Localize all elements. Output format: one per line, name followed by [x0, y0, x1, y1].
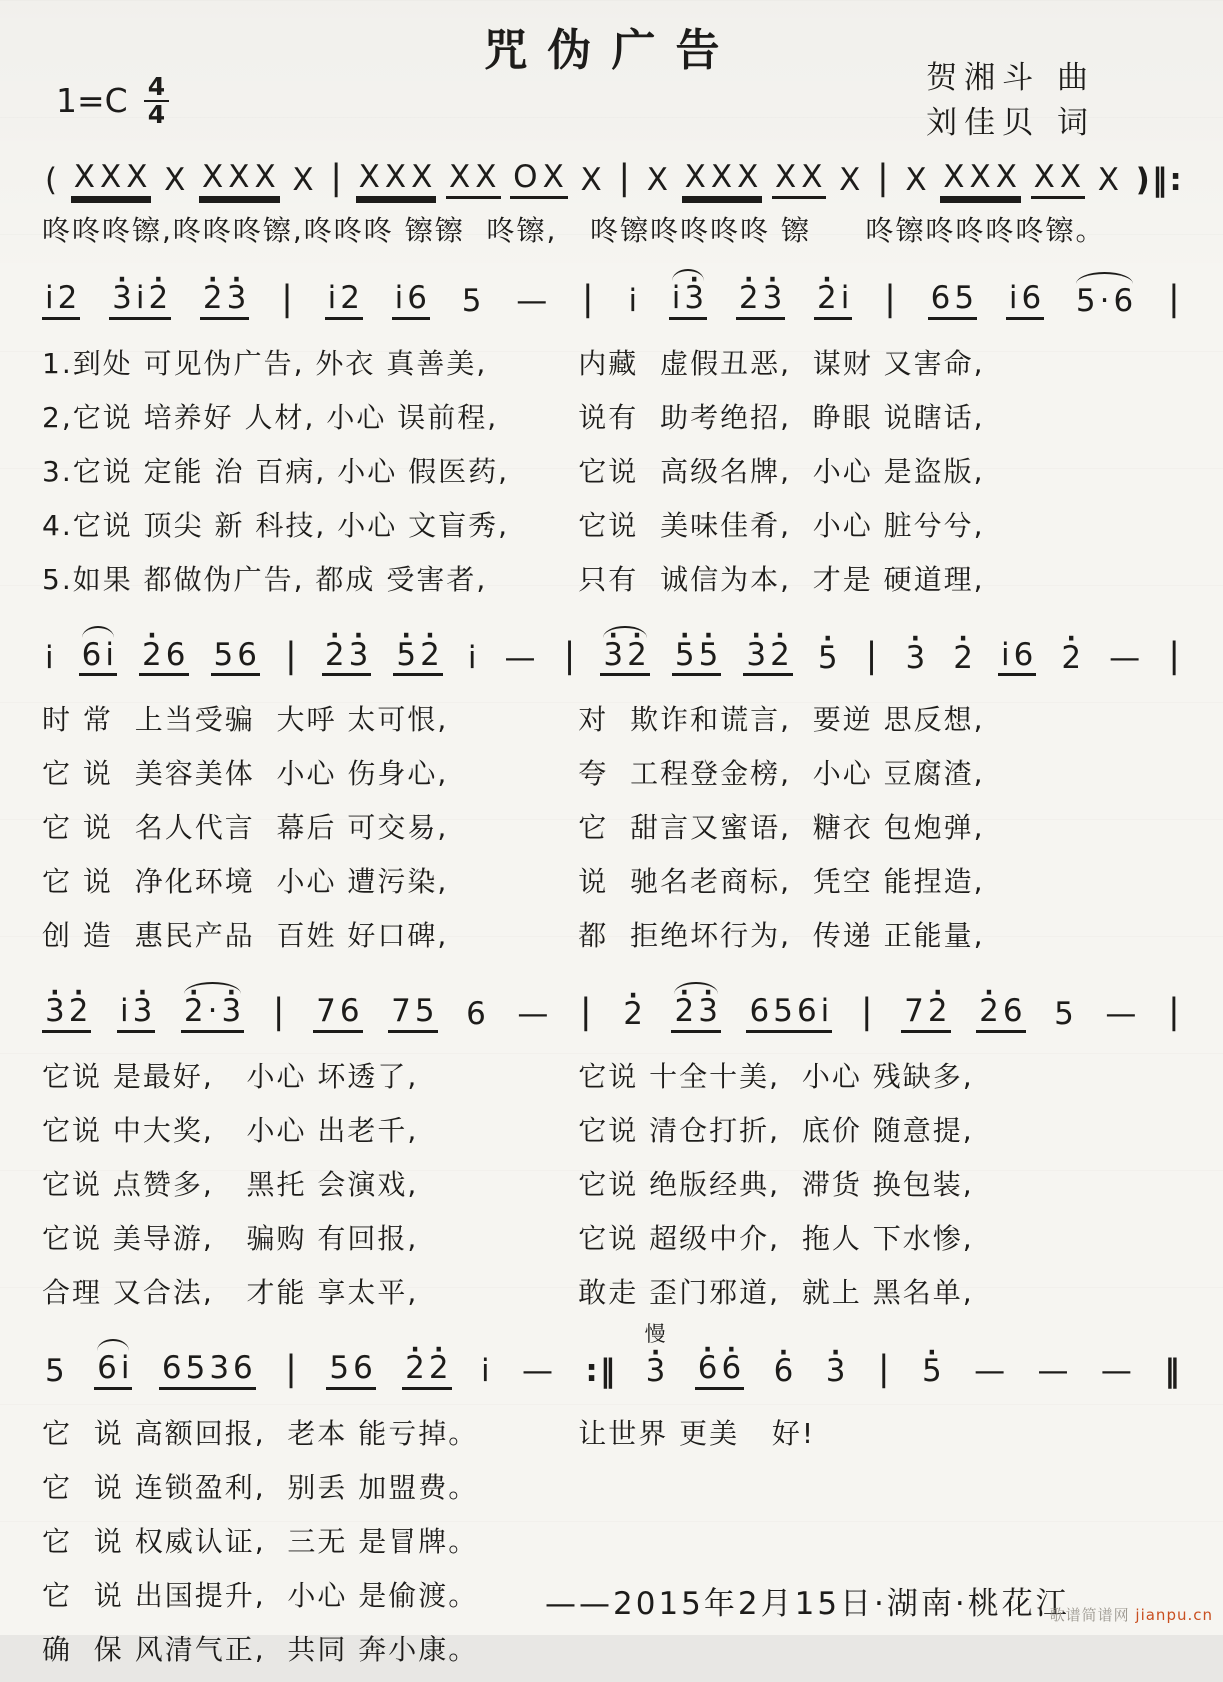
lyric-right: 夸 工程登金榜, 小心 豆腐渣, [578, 757, 985, 791]
note-group: X X X [940, 161, 1021, 199]
note-group: X X [1031, 161, 1086, 199]
lyric-right: 它说 美味佳肴, 小心 脏兮兮, [578, 508, 985, 542]
lyric-row [42, 1217, 1183, 1257]
note-group: O X [510, 161, 568, 199]
lyric-left: 它 说 名人代言 幕后 可交易, [42, 811, 449, 845]
note-group: — [1100, 1353, 1132, 1390]
note-group: i 6 [1006, 282, 1044, 320]
note-group: 3 · [823, 1355, 849, 1390]
note-group: 5 · 6 [1073, 285, 1136, 320]
lyric-row [42, 806, 1183, 846]
lyric-right: 只有 诚信为本, 才是 硬道理, [578, 562, 985, 596]
note-group: 5 [45, 1353, 65, 1390]
barline: | [1167, 992, 1180, 1033]
song-title: 咒伪广告 [483, 25, 740, 76]
lyric-left: 它说 点赞多, 黑托 会演戏, [42, 1168, 419, 1201]
barline: | [281, 278, 293, 319]
key-signature [56, 74, 169, 127]
lyric-left: 它 说 出国提升, 小心 是偷渡。 [42, 1578, 479, 1612]
note-group: 3 · 2 · [600, 639, 649, 677]
note-group: 2 · 3 · [322, 639, 371, 677]
note-group: — [522, 1353, 554, 1390]
note-group: — [517, 996, 549, 1033]
barline: | [865, 635, 878, 676]
repeat-barline: ‖ [1164, 1353, 1180, 1390]
note-group: 2 · 3 · [671, 995, 720, 1033]
barline: | [876, 158, 890, 198]
note-group: X X X [71, 161, 152, 199]
lyric-left: 它 说 权威认证, 三无 是冒牌。 [42, 1524, 479, 1558]
lyric-right: 它 甜言又蜜语, 糖衣 包炮弹, [578, 811, 985, 845]
note-group: ( [45, 162, 59, 199]
barline: | [1168, 635, 1180, 676]
lyric-left: 2,它说 培养好 人材, 小心 误前程, [42, 400, 499, 434]
lyric-left: 时 常 上当受骗 大呼 太可恨, [42, 703, 449, 737]
note-group: i 3 · [669, 282, 707, 320]
note-group: i [628, 282, 638, 319]
note-group: 6 · 6 · [695, 1352, 744, 1390]
melody-notation-line [42, 1322, 1183, 1398]
note-group: X X X [356, 161, 437, 199]
lyric-row [42, 1412, 1183, 1452]
barline: | [1167, 278, 1180, 319]
watermark-domain: jianpu.cn [1135, 1606, 1213, 1624]
lyric-left: 创 造 惠民产品 百姓 好口碑, [42, 919, 449, 953]
note-group: 2 · 2 · [402, 1352, 451, 1390]
lyric-left: 合理 又合法, 才能 享太平, [42, 1276, 419, 1309]
lyric-row [42, 1109, 1183, 1149]
note-group: i [481, 1353, 490, 1390]
lyric-row [42, 1520, 1183, 1560]
percussion-lyrics: 咚咚咚镲,咚咚咚镲,咚咚咚 镲镲 咚镲, 咚镲咚咚咚咚 镲 咚镲咚咚咚咚镲。 [42, 213, 1106, 247]
date-place-line: ——2015年2月15日·湖南·桃花江 [545, 1586, 1070, 1622]
lyric-left: 它说 是最好, 小心 坏透了, [42, 1060, 419, 1093]
note-group: 5 [1054, 996, 1074, 1033]
note-group: X [646, 162, 669, 199]
note-group: 2 · [620, 998, 646, 1033]
composer-credit: 贺湘斗 曲 [926, 60, 1095, 96]
lyric-row [42, 698, 1183, 738]
lyricist-credit: 刘佳贝 词 [926, 104, 1095, 141]
lyric-left: 4.它说 顶尖 新 科技, 小心 文盲秀, [42, 508, 510, 542]
note-group: 2 · 3 · [200, 282, 249, 320]
lyric-left: 它 说 连锁盈利, 别丢 加盟费。 [42, 1470, 479, 1504]
lyric-row [42, 396, 1183, 436]
lyric-right: 说有 助考绝招, 睁眼 说瞎话, [578, 400, 985, 434]
lyric-left: 它 说 美容美体 小心 伤身心, [42, 757, 449, 791]
lyric-left: 它说 中大奖, 小心 出老千, [42, 1114, 419, 1147]
lyric-row [42, 1466, 1183, 1506]
repeat-barline: : ‖ [585, 1353, 614, 1390]
score-body [42, 146, 1183, 1682]
note-group: 3 · [902, 642, 928, 677]
note-group: 6 · [771, 1355, 797, 1390]
tempo-mark: 慢 [644, 1322, 666, 1347]
lyric-row [42, 342, 1183, 382]
lyric-right: 它说 绝版经典, 滞货 换包装, [578, 1168, 974, 1201]
lyric-left: 3.它说 定能 治 百病, 小心 假医药, [42, 454, 510, 488]
note-group: X [905, 162, 928, 199]
note-group: 2 · 6 [139, 639, 188, 677]
melody-notation-line [42, 968, 1183, 1041]
lyric-right: 让世界 更美 好! [578, 1416, 816, 1450]
note-group: X [580, 162, 603, 199]
note-group: 2 · [1058, 642, 1084, 677]
lyric-row [42, 1055, 1183, 1095]
lyric-right: 它说 十全十美, 小心 残缺多, [578, 1060, 974, 1093]
note-group: i [45, 639, 54, 676]
note-group: X [164, 162, 187, 199]
watermark-site: 歌谱简谱网 [1049, 1606, 1130, 1624]
key-label: 1=C [56, 81, 128, 120]
note-group: i [467, 639, 477, 676]
note-group: i 6 [392, 282, 430, 320]
lyric-right [578, 1520, 1183, 1560]
note-group: — [1037, 1353, 1069, 1390]
barline: | [285, 635, 297, 676]
note-group: X X X [682, 161, 763, 199]
lyric-right: 它说 清仓打折, 底价 随意提, [578, 1114, 974, 1147]
credits [926, 56, 1095, 146]
watermark [1050, 1604, 1213, 1625]
lyric-left: 它说 美导游, 骗购 有回报, [42, 1222, 419, 1255]
lyric-left: 确 保 风清气正, 共同 奔小康。 [42, 1632, 479, 1666]
barline: | [272, 992, 285, 1033]
note-group: 5 · 5 · [672, 639, 721, 677]
note-group: 慢 3 · [643, 1355, 669, 1390]
note-group: 5 · [919, 1355, 945, 1390]
note-group: 2 · i [814, 282, 852, 320]
note-group: i 6 [998, 639, 1036, 677]
note-group: 3 · i 2 · [109, 282, 171, 320]
lyric-row [42, 504, 1183, 544]
lyric-row [42, 1628, 1183, 1668]
note-group: i 2 [325, 282, 363, 320]
note-group: 6 5 6 i [746, 995, 832, 1033]
lyric-right [578, 1628, 1183, 1668]
note-group: — [974, 1353, 1006, 1390]
note-group: 3 · 2 · [743, 639, 792, 677]
lyric-left: 它 说 净化环境 小心 遭污染, [42, 865, 449, 899]
lyric-right: 对 欺诈和谎言, 要逆 思反想, [578, 703, 985, 737]
lyric-right [578, 1466, 1183, 1506]
lyric-row [42, 558, 1183, 598]
note-group: 5 · [815, 642, 841, 677]
note-group: 2 · [950, 642, 976, 677]
note-group: X X [446, 161, 501, 199]
note-group: 6 5 [928, 282, 977, 320]
barline: | [563, 635, 576, 676]
barline: | [860, 992, 873, 1033]
note-group: — [1109, 639, 1141, 676]
lyric-row [42, 1163, 1183, 1203]
lyric-right: 它说 高级名牌, 小心 是盗版, [578, 454, 985, 488]
note-group: X [839, 162, 862, 199]
note-group: i 3 · [117, 995, 155, 1033]
note-group: 6 5 3 6 [159, 1352, 256, 1390]
lyric-left: 1.到处 可见伪广告, 外衣 真善美, [42, 346, 488, 380]
lyric-right: 说 驰名老商标, 凭空 能捏造, [578, 865, 985, 899]
note-group: — [504, 639, 536, 676]
lyric-row [42, 1271, 1183, 1311]
note-group: 6 [466, 996, 486, 1033]
melody-notation-line [42, 612, 1183, 685]
lyric-right: 它说 超级中介, 拖人 下水惨, [578, 1222, 974, 1255]
note-group: 5 6 [326, 1352, 375, 1390]
note-group: 5 [461, 282, 482, 319]
lyric-right: 内藏 虚假丑恶, 谋财 又害命, [578, 346, 985, 380]
lyric-right: 都 拒绝坏行为, 传递 正能量, [578, 919, 985, 953]
note-group: 2 · 6 [976, 995, 1025, 1033]
melody-notation-line [42, 255, 1183, 328]
time-signature-top: 4 [144, 74, 169, 102]
note-group: 3 · 2 · [42, 995, 91, 1033]
lyric-row [42, 752, 1183, 792]
repeat-barline: ) ‖ : [1135, 162, 1180, 199]
lyric-right: 敢走 歪门邪道, 就上 黑名单, [578, 1276, 974, 1309]
note-group: — [516, 282, 548, 319]
barline: | [884, 278, 896, 319]
lyric-left: 5.如果 都做伪广告, 都成 受害者, [42, 562, 488, 596]
note-group: 5 · 2 · [393, 639, 442, 677]
lyric-row [42, 450, 1183, 490]
lyric-row [42, 914, 1183, 954]
note-group: X [292, 162, 315, 199]
barline: | [579, 992, 592, 1033]
barline: | [330, 158, 344, 198]
percussion-notation-line [42, 146, 1183, 207]
barline: | [877, 1349, 890, 1389]
note-group: X [1097, 162, 1121, 199]
note-group: X X [772, 161, 827, 199]
time-signature [144, 74, 169, 127]
note-group: 6 i [79, 639, 117, 677]
note-group: 7 5 [388, 995, 437, 1033]
note-group: 7 2 · [901, 995, 950, 1033]
note-group: 2 · · 3 · [181, 995, 244, 1033]
lyric-left: 它 说 高额回报, 老本 能亏掉。 [42, 1416, 479, 1450]
note-group: 2 · 3 · [736, 282, 785, 320]
note-group: 6 i [94, 1352, 132, 1390]
note-group: 5 6 [211, 639, 260, 677]
note-group: X X X [199, 161, 280, 199]
barline: | [618, 158, 632, 198]
note-group: 7 6 [313, 995, 362, 1033]
time-signature-bottom: 4 [147, 99, 166, 129]
note-group: i 2 [42, 282, 80, 320]
barline: | [285, 1349, 297, 1389]
barline: | [581, 278, 594, 319]
lyric-row [42, 860, 1183, 900]
note-group: — [1105, 996, 1137, 1033]
